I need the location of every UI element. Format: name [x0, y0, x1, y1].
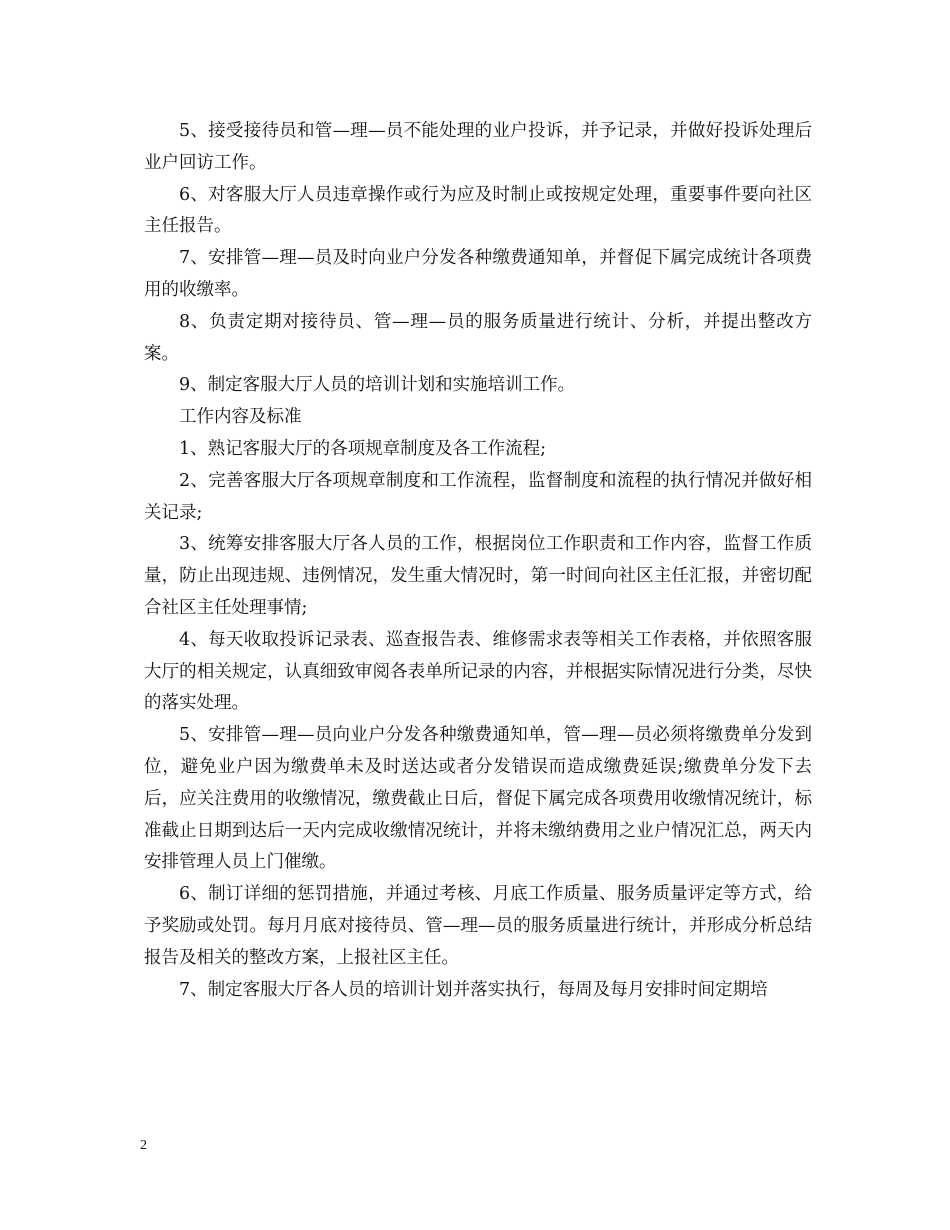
- page-number: 2: [140, 1138, 147, 1153]
- paragraph-standard-6: 6、制订详细的惩罚措施，并通过考核、月底工作质量、服务质量评定等方式，给予奖励或处罚。每月月底对接待员、管—理—员的服务质量进行统计，并形成分析总结报告及相关的整改方案，上报社区主任。: [144, 884, 812, 968]
- paragraph-duty-9: 9、制定客服大厅人员的培训计划和实施培训工作。: [179, 375, 576, 396]
- paragraph-standard-3: 3、统筹安排客服大厅各人员的工作，根据岗位工作职责和工作内容，监督工作质量，防止出现违规、违例情况，发生重大情况时，第一时间向社区主任汇报，并密切配合社区主任处理事情;: [144, 534, 812, 618]
- paragraph-standard-1: 1、熟记客服大厅的各项规章制度及各工作流程;: [179, 438, 547, 459]
- paragraph-standard-7: 7、制定客服大厅各人员的培训计划并落实执行，每周及每月安排时间定期培: [179, 979, 768, 1000]
- paragraph-duty-6: 6、对客服大厅人员违章操作或行为应及时制止或按规定处理，重要事件要向社区主任报告。: [144, 184, 812, 237]
- paragraph-duty-7: 7、安排管—理—员及时向业户分发各种缴费通知单，并督促下属完成统计各项费用的收缴率。: [144, 248, 812, 300]
- paragraph-duty-5: 5、接受接待员和管—理—员不能处理的业户投诉，并予记录，并做好投诉处理后业户回访工作。: [144, 121, 812, 173]
- paragraph-standard-4: 4、每天收取投诉记录表、巡查报告表、维修需求表等相关工作表格，并依照客服大厅的相关规定，认真细致审阅各表单所记录的内容，并根据实际情况进行分类，尽快的落实处理。: [144, 629, 812, 714]
- paragraph-standard-5: 5、安排管—理—员向业户分发各种缴费通知单，管—理—员必须将缴费单分发到位，避免业户因为缴费单未及时送达或者分发错误而造成缴费延误;缴费单分发下去后，应关注费用的收缴情况，缴费截止日后，督促下属完成各项费用收缴情况统计，标准截止日期到达后一天内完成收缴情况统计，并将未缴纳费用之业户情况汇总，两天内安排管理人员上门催缴。: [144, 725, 812, 873]
- section-heading: 工作内容及标准: [179, 407, 302, 428]
- document-body: [144, 116, 812, 1006]
- paragraph-duty-8: 8、负责定期对接待员、管—理—员的服务质量进行统计、分析，并提出整改方案。: [144, 311, 812, 364]
- paragraph-standard-2: 2、完善客服大厅各项规章制度和工作流程，监督制度和流程的执行情况并做好相关记录;: [144, 470, 812, 523]
